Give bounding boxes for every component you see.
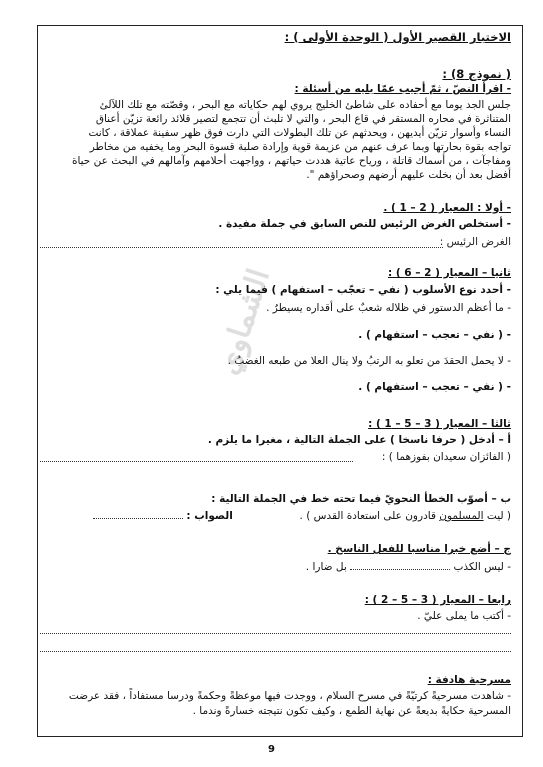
paragraph-line: - شاهدت مسرحيةً كرتيّةً في مسرح السلام ، ووجدت فيها موعظةً وحكمةً ودرسا مستفاداً ، فقد عرضت [68, 690, 511, 702]
passage-line: تواجه بقوة بحارتها وبما عرف عنهم من عزيمة قوية وإرادة صلبة قسوة البحر وما يخفيه من مخاطر [89, 141, 511, 153]
question-text: ج – أضع خبرا مناسبا للفعل الناسخ . [327, 543, 511, 555]
sentence-part: - ليس الكذب [453, 561, 511, 573]
page-title: الاختبار القصير الأول ( الوحدة الأولى ) : [284, 30, 511, 44]
correct-label: الصواب : [186, 510, 233, 522]
question-text: - أحدد نوع الأسلوب ( نفي – تعجّب – استفهام ) فيما يلي : [215, 284, 511, 296]
paragraph-line: المسرحية حكايةً بديعةً عن نهاية الطمع ، وكيف تكون نتيجته خسارةً وندما . [192, 705, 511, 717]
item-text: - ما أعظم الدستور في ظلاله شعبٌ على أقداره يسيطرُ . [266, 302, 511, 314]
passage-line: المتناثرة في محاره المستقر في قاع البحر ، والتي لا تلبث أن تتجمع لتصير قلائد رائعة تزيّن أعناق [95, 113, 511, 125]
sentence-before: ( ليت [483, 510, 511, 522]
question-text: - أستخلص الغرض الرئيس للنص السابق في جملة مفيدة . [218, 218, 511, 230]
question-text: - أكتب ما يملى عليّ . [417, 610, 511, 622]
section-heading: رابعا – المعيار ( 3 – 5 – 2 ) : [364, 594, 511, 606]
page-number: 9 [268, 744, 275, 755]
answer-prefix: الغرض الرئيس : [439, 236, 511, 248]
model-label: ( نموذج 8) : [442, 67, 511, 81]
item-options[interactable]: - ( نفي – تعجب – استفهام ) . [358, 381, 511, 393]
passage-line: جلس الجد يوما مع أحفاده على شاطئ الخليج يروي لهم حكاياته مع البحر ، وقصّته مع تلك اللآلئ [99, 99, 511, 111]
dictation-line[interactable] [40, 633, 511, 634]
section-heading: ثانيا – المعيار ( 2 – 6 ) : [387, 267, 511, 279]
passage-line: النساء وأسوار تزيّن أيديهن ، ويحدثهم عن تلك البطولات التي دارت فوق ظهر سفينة عملاقة ، كانت [88, 127, 511, 139]
section-heading: - أولا : المعيار ( 2 – 1 ) . [383, 202, 511, 214]
section-heading: ثالثا – المعيار ( 3 – 5 – 1 ) : [368, 418, 511, 430]
question-text: أ – أدخل ( حرفا ناسخا ) على الجملة التالية ، مغيرا ما يلزم . [207, 434, 511, 446]
sentence-line [30, 560, 511, 574]
instructions: - اقرأ النصّ ، ثمّ أجيب عمّا يليه من أسئلة : [294, 83, 511, 95]
answer-line[interactable] [40, 461, 353, 462]
sentence-line [30, 509, 511, 523]
watermark: الشماوي [210, 264, 277, 379]
dictation-line[interactable] [40, 651, 511, 652]
passage-line: ومفاجآت ، من أسماك قاتلة ، ورياح عاتية هددت حياتهم ، وواجهت أحلامهم وآمالهم في البحث عن حياة [71, 155, 511, 167]
answer-line[interactable] [93, 509, 183, 519]
item-options[interactable]: - ( نفي – تعجب – استفهام ) . [358, 329, 511, 341]
section-heading: مسرحية هادفة : [427, 674, 511, 686]
underlined-word: المسلمون [439, 510, 484, 522]
sentence: ( الفائزان سعيدان بفوزهما ) : [381, 451, 511, 463]
answer-line[interactable] [40, 247, 443, 248]
sentence-part: بل ضارا . [305, 561, 347, 573]
passage-line: أفضل بعد أن بخلت عليهم أرضهم وصحراؤهم ". [306, 169, 511, 181]
sentence-after: قادرون على استعادة القدس ) . [299, 510, 440, 522]
question-text: ب – أصوّب الخطأ النحويّ فيما تحته خط في الجملة التالية : [211, 493, 511, 505]
answer-line[interactable] [350, 560, 450, 570]
item-text: - لا يحمل الحقدَ من تعلو به الرتبُ ولا ينال العلا من طبعه الغضبُ . [227, 355, 511, 367]
